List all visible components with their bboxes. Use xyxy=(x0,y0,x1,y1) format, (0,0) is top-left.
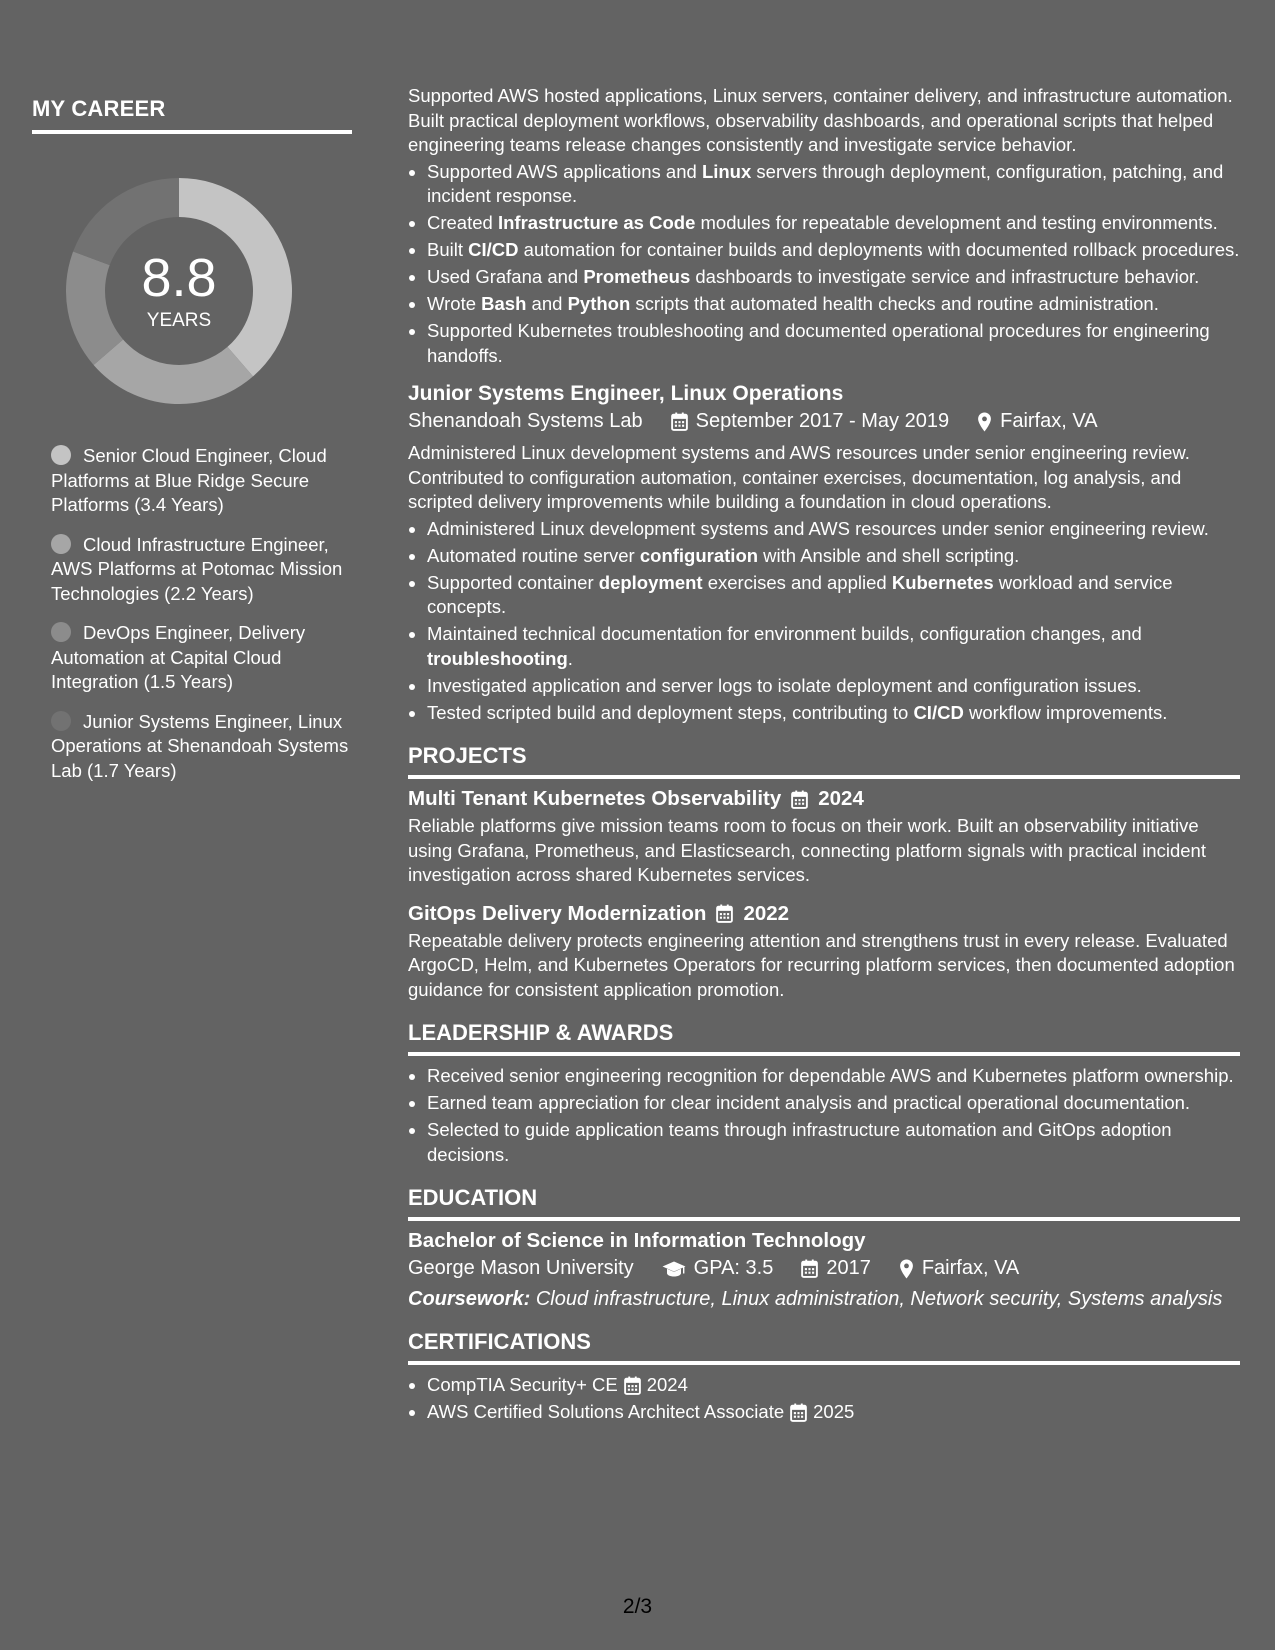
project-description: Repeatable delivery protects engineering attention and strengthens trust in every release. Evaluated ArgoCD, Helm, and Kubernetes Operators for recurring platform services, then documented adoption guidance for consistent application promotion. xyxy=(408,929,1235,1000)
career-heading-rule xyxy=(32,130,352,134)
certification-name: • AWS Certified Solutions Architect Associate xyxy=(427,1401,785,1422)
job-title: Junior Systems Engineer, Linux Operations xyxy=(408,382,844,405)
certifications-list xyxy=(408,1373,1240,1425)
map-pin-icon xyxy=(899,1259,914,1279)
job-location: Fairfax, VA xyxy=(1000,410,1098,432)
section-rule xyxy=(408,1217,1240,1221)
section-rule xyxy=(408,775,1240,779)
school-location: Fairfax, VA xyxy=(921,1257,1020,1279)
career-legend xyxy=(32,444,352,783)
certification-item xyxy=(427,1400,1240,1425)
job-bullets xyxy=(408,517,1240,726)
legend-dot xyxy=(51,711,71,731)
main-content xyxy=(408,84,1240,1427)
legend-dot xyxy=(51,534,71,554)
school-name: George Mason University xyxy=(408,1257,634,1279)
project-title: Multi Tenant Kubernetes Observability 2024 xyxy=(408,787,864,810)
career-legend-item: Senior Cloud Engineer, Cloud Platforms at Blue Ridge Secure Platforms (3.4 Years) xyxy=(51,445,327,515)
calendar-icon xyxy=(791,790,808,809)
career-legend-item: Cloud Infrastructure Engineer, AWS Platforms at Potomac Mission Technologies (2.2 Years) xyxy=(51,533,343,604)
bullet-item: • Maintained technical documentation for environment builds, configuration changes, and troubleshooting. xyxy=(427,622,1240,671)
bullet-item: • Tested scripted build and deployment steps, contributing to CI/CD workflow improvements. xyxy=(427,701,1240,726)
section-title-certifications: CERTIFICATIONS xyxy=(408,1329,591,1354)
graduation-cap-icon xyxy=(662,1261,686,1277)
job-meta xyxy=(408,410,1240,433)
certification-item xyxy=(427,1373,1240,1398)
career-donut-chart xyxy=(66,178,292,404)
legend-dot xyxy=(51,622,71,642)
coursework xyxy=(408,1288,1240,1311)
total-years-unit: YEARS xyxy=(146,310,212,331)
career-legend-item: Junior Systems Engineer, Linux Operations at Shenandoah Systems Lab (1.7 Years) xyxy=(51,710,349,781)
bullet-item: • Investigated application and server logs to isolate deployment and configuration issues. xyxy=(427,674,1240,699)
bullet-item: • Used Grafana and Prometheus dashboards to investigate service and infrastructure behavior. xyxy=(427,265,1240,290)
career-heading: MY CAREER xyxy=(32,96,166,121)
section-rule xyxy=(408,1361,1240,1365)
bullet-item: • Administered Linux development systems and AWS resources under senior engineering review. xyxy=(427,517,1240,542)
map-pin-icon xyxy=(977,412,992,432)
calendar-icon xyxy=(790,1403,807,1422)
coursework-list: Cloud infrastructure, Linux administration, Network security, Systems analysis xyxy=(535,1288,1223,1310)
job-dates: September 2017 - May 2019 xyxy=(695,410,950,432)
bullet-item: • Wrote Bash and Python scripts that automated health checks and routine administration. xyxy=(427,292,1240,317)
section-rule xyxy=(408,1052,1240,1056)
project-title: GitOps Delivery Modernization 2022 xyxy=(408,901,790,925)
graduation-year: 2017 xyxy=(826,1257,871,1279)
leadership-item: • Earned team appreciation for clear incident analysis and practical operational documentation. xyxy=(427,1091,1240,1116)
job-bullets xyxy=(408,160,1240,369)
calendar-icon xyxy=(801,1259,818,1278)
project-year: 2022 xyxy=(743,901,790,925)
leadership-item: • Selected to guide application teams through infrastructure automation and GitOps adoption decisions. xyxy=(427,1118,1240,1167)
degree-title: Bachelor of Science in Information Technology xyxy=(408,1229,866,1252)
job-company: Shenandoah Systems Lab xyxy=(408,410,643,432)
sidebar xyxy=(32,96,352,798)
legend-dot xyxy=(51,445,71,465)
page-number: 2/3 xyxy=(622,1595,653,1618)
job-summary: Administered Linux development systems and AWS resources under senior engineering review. Contributed to configuration automation, container exercises, documentation, log analysis, and scripted delivery improvements while building a foundation in cloud operations. xyxy=(408,442,1190,512)
certification-name: • CompTIA Security+ CE xyxy=(427,1374,618,1395)
project-year: 2024 xyxy=(818,787,864,810)
section-title-projects: PROJECTS xyxy=(408,743,527,768)
leadership-list xyxy=(408,1064,1240,1167)
bullet-item: • Automated routine server configuration with Ansible and shell scripting. xyxy=(427,544,1240,569)
bullet-item: • Built CI/CD automation for container builds and deployments with documented rollback procedures. xyxy=(427,238,1240,263)
job-summary: Supported AWS hosted applications, Linux servers, container delivery, and infrastructure automation. Built practical deployment workflows, observability dashboards, and operational scripts that helped engineering teams release changes consistently and investigate service behavior. xyxy=(408,85,1233,155)
project-description: Reliable platforms give mission teams room to focus on their work. Built an observability initiative using Grafana, Prometheus, and Elasticsearch, connecting platform signals with practical incident investigation across shared Kubernetes services. xyxy=(408,815,1206,885)
section-title-leadership: LEADERSHIP & AWARDS xyxy=(408,1020,674,1045)
education-meta xyxy=(408,1257,1240,1280)
bullet-item: • Supported container deployment exercises and applied Kubernetes workload and service concepts. xyxy=(427,571,1240,620)
bullet-item: • Supported Kubernetes troubleshooting and documented operational procedures for engineering handoffs. xyxy=(427,319,1240,368)
gpa: GPA: 3.5 xyxy=(693,1257,774,1279)
certification-year: 2024 xyxy=(646,1374,688,1395)
calendar-icon xyxy=(624,1376,641,1395)
leadership-item: • Received senior engineering recognition for dependable AWS and Kubernetes platform ownership. xyxy=(427,1064,1240,1089)
career-legend-item: DevOps Engineer, Delivery Automation at Capital Cloud Integration (1.5 Years) xyxy=(51,622,306,692)
coursework-label: Coursework: xyxy=(408,1288,531,1310)
total-years-value: 8.8 xyxy=(141,248,217,308)
section-title-education: EDUCATION xyxy=(408,1185,538,1210)
bullet-item: • Supported AWS applications and Linux servers through deployment, configuration, patching, and incident response. xyxy=(427,160,1240,209)
certification-year: 2025 xyxy=(813,1401,855,1422)
bullet-item: • Created Infrastructure as Code modules for repeatable development and testing environments. xyxy=(427,211,1240,236)
calendar-icon xyxy=(671,412,688,431)
calendar-icon xyxy=(716,904,733,923)
